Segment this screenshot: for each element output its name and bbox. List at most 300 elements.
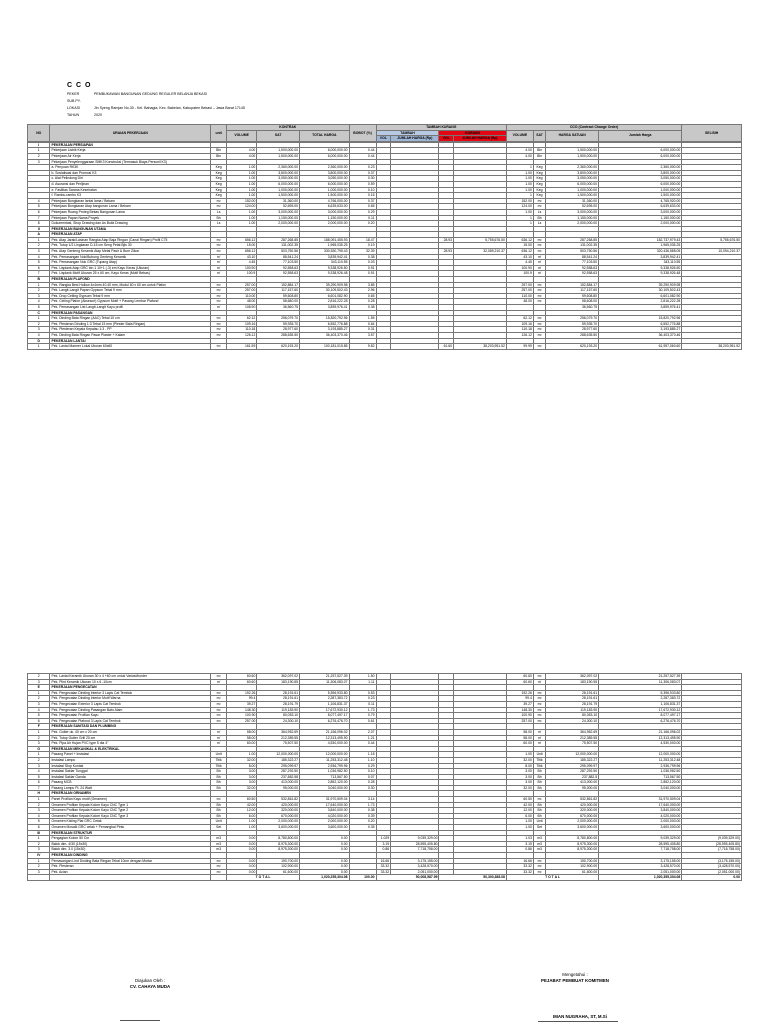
table-cell: 6.00 <box>227 813 257 819</box>
table-cell: 99.99 <box>506 344 533 350</box>
table-cell: 6,552,776.88 <box>300 321 350 327</box>
table-cell: m² <box>533 282 545 288</box>
table-cell: m² <box>211 701 227 707</box>
table-cell: m' <box>533 735 545 741</box>
table-cell: 1.00 <box>226 181 256 187</box>
table-cell: 24,300.10 <box>546 718 599 724</box>
table-cell: Bh <box>533 215 545 221</box>
table-cell: 12,000,000.00 <box>300 752 349 758</box>
table-cell: 31,970,509.04 <box>300 797 349 803</box>
table-cell: 6,552,776.88 <box>599 321 682 327</box>
table-cell: 1.029 <box>376 836 391 842</box>
table-cell: m² <box>533 718 545 724</box>
table-cell: 95,000.00 <box>546 785 599 791</box>
table-cell: 110.00 <box>506 293 533 299</box>
table-cell: 3,800,000.00 <box>257 170 300 176</box>
table-cell: m² <box>533 327 545 333</box>
table-cell: 61,957,060.60 <box>599 344 682 350</box>
table-cell: 0.30 <box>349 176 376 182</box>
table-cell: 3.00 <box>506 774 533 780</box>
table-cell: 1.00 <box>506 819 533 825</box>
table-cell: 8,780,800.00 <box>546 836 599 842</box>
table-cell: 11,253,312.48 <box>599 757 682 763</box>
table-cell: 4.00 <box>226 148 256 154</box>
table-cell: 148.30 <box>506 707 533 713</box>
table-cell: 36,403,370.46 <box>599 332 682 338</box>
table-cell: 0.00 <box>227 864 257 870</box>
table-cell: m² <box>533 701 545 707</box>
table-cell: Pasang MCB <box>50 780 211 786</box>
table-cell: 0.29 <box>349 763 376 769</box>
table-cell: 28,191.61 <box>546 696 599 702</box>
table-cell: 6,000,000.00 <box>546 181 599 187</box>
table-cell: 2,852,120.00 <box>599 780 682 786</box>
table-cell: 75,507.50 <box>257 741 300 747</box>
table-cell: f. Rambu-rambu K3 <box>50 193 211 199</box>
table-cell: 0.31 <box>349 327 376 333</box>
table-cell: 212,389.55 <box>546 735 599 741</box>
table-cell: 126.12 <box>226 332 256 338</box>
table-cell: 1,965,035.25 <box>599 243 682 249</box>
table-cell: 1,150,000.00 <box>599 215 682 221</box>
table-cell: 100.90 <box>506 713 533 719</box>
table-cell: 152.00 <box>506 198 533 204</box>
table-cell: 6 <box>28 718 50 724</box>
table-cell: 0.23 <box>349 696 376 702</box>
table-cell: 413,000.00 <box>257 780 300 786</box>
table-cell: (9,039,329.00) <box>682 836 742 842</box>
table-cell: 3 <box>28 249 50 255</box>
table-cell: 8.00 <box>506 763 533 769</box>
table-cell: Keg <box>211 181 227 187</box>
header-key: PEKER <box>67 92 80 96</box>
table-cell: 32.00 <box>506 757 533 763</box>
table-cell: 636.12 <box>506 249 533 255</box>
table-cell: 1,106,831.37 <box>300 701 349 707</box>
table-cell: (28,595,405.80) <box>682 841 742 847</box>
table-cell: 3,859,976.41 <box>300 305 350 311</box>
header-key: TAHUN <box>67 113 80 117</box>
table-cell: 61,600.00 <box>257 869 300 875</box>
table-cell: 295,099.97 <box>546 763 599 769</box>
table-cell: 288,635.50 <box>546 332 599 338</box>
table-cell: m² <box>533 204 545 210</box>
table-cell: Titik <box>211 757 227 763</box>
table-cell: Bh <box>211 808 227 814</box>
kontrak-total: 1,020,255,304.08 <box>300 875 349 881</box>
table-cell: 60.60 <box>227 674 257 680</box>
table-cell: 670,000.00 <box>257 813 300 819</box>
table-cell: 3,839,942.41 <box>599 254 682 260</box>
table-cell: 287,268.85 <box>546 237 599 243</box>
table-cell <box>391 344 439 350</box>
table-cell: 92,558.63 <box>546 271 599 277</box>
table-cell: 2,287,383.72 <box>599 696 682 702</box>
table-cell: Unit <box>533 819 545 825</box>
table-cell: m' <box>211 679 227 685</box>
table-cell: 1,106,831.37 <box>599 701 682 707</box>
table-cell: 1,150,000.00 <box>546 215 599 221</box>
table-cell: 420,000.00 <box>546 802 599 808</box>
table-cell: 3,193,885.27 <box>300 327 350 333</box>
table-cell: 148.30 <box>227 707 257 713</box>
table-cell: 0.03 <box>349 260 376 266</box>
table-cell: 3,600,000.00 <box>300 825 349 831</box>
header-row <box>67 91 245 98</box>
col-cco-jumlah: Jumlah Harga <box>599 130 682 141</box>
table-cell: Pek. Dinding Bata Ringan Pasar Plaster + Kalam <box>50 332 211 338</box>
table-cell: 99.4 <box>506 696 533 702</box>
table-cell: 100,181,015.85 <box>300 344 350 350</box>
table-cell: PEKERJAAN MEKANIKAL & ELEKTRIKAL <box>50 746 211 752</box>
table-cell: m² <box>211 316 227 322</box>
table-cell: 670,000.00 <box>546 813 599 819</box>
table-cell: 39.27 <box>506 701 533 707</box>
table-cell: 39,290,909.98 <box>599 282 682 288</box>
table-cell: m3 <box>211 836 227 842</box>
table-cell: 3,800,000.00 <box>300 170 350 176</box>
table-cell: 77,103.50 <box>257 260 300 266</box>
table-cell: Ornamen Mosaik GRC cetak + Pemangkal Pintu <box>50 825 211 831</box>
table-cell: 532,861.82 <box>546 797 599 803</box>
table-cell: 320,436,588.05 <box>599 249 682 255</box>
table-cell: 6.00 <box>506 813 533 819</box>
table-cell: 100.90 <box>227 713 257 719</box>
table-cell: 212,389.55 <box>257 735 300 741</box>
table-cell: m' <box>533 741 545 747</box>
table-cell: 0.38 <box>349 305 376 311</box>
table-cell: 3,193,885.27 <box>599 327 682 333</box>
table-cell: m3 <box>211 847 227 853</box>
table-cell: 119,183.90 <box>546 707 599 713</box>
table-cell: E <box>28 685 50 691</box>
table-cell: 75,507.50 <box>546 741 599 747</box>
table-cell: 6,000,000.00 <box>599 153 682 159</box>
table-cell: 3,600,000.00 <box>546 825 599 831</box>
table-cell: 9,338,926.48 <box>599 271 682 277</box>
table-cell: 31,970,509.04 <box>599 797 682 803</box>
table-cell: Pekerjaan Penyelenggaraan SMK3 Konstruksi (Termasuk Biaya Personil K3) <box>50 159 211 165</box>
table-cell: Bh <box>211 780 227 786</box>
table-cell: 2,000,000.00 <box>599 221 682 227</box>
table-cell: 58.00 <box>506 729 533 735</box>
table-cell: 3 <box>28 763 50 769</box>
table-cell: 2,816,222.28 <box>300 299 350 305</box>
table-cell: Bh <box>211 802 227 808</box>
table-cell: 62.12 <box>506 316 533 322</box>
table-cell: Bh <box>211 813 227 819</box>
table-cell: Pek. Atap Jarak/Lasinan Rangka Atap Baja Ringan (Canal Ringan) Profil C75 <box>50 237 211 243</box>
table-cell: b. Sosialisasi dan Promosi K3 <box>50 170 211 176</box>
table-cell: 59,608.80 <box>257 293 300 299</box>
col-cco-sat: SAT <box>533 130 545 141</box>
table-cell: 152,884.17 <box>546 282 599 288</box>
table-cell: m² <box>211 282 227 288</box>
table-cell: 3,175,155.00 <box>391 858 439 864</box>
table-cell: 60.60 <box>506 674 533 680</box>
cco-total: 1,020,355,304.08 <box>599 875 682 881</box>
table-cell: m² <box>533 713 545 719</box>
table-cell: 3.14 <box>349 797 376 803</box>
table-cell: Ornamen Profilan Kepala Kolom Kayu CNC Type 2 <box>50 808 211 814</box>
table-cell: 3,050,000.00 <box>257 176 300 182</box>
table-cell: 2,852,120.00 <box>300 780 349 786</box>
table-cell: 59,935.70 <box>546 321 599 327</box>
table-cell: 1.00 <box>226 176 256 182</box>
table-cell: 8,975,300.00 <box>546 847 599 853</box>
table-cell: 12.00 <box>506 808 533 814</box>
table-cell: 2,000,000.00 <box>599 819 682 825</box>
right-signatory <box>505 1014 655 1020</box>
selisih-total: 0.00 <box>682 875 742 881</box>
table-cell: 0.65 <box>349 204 376 210</box>
table-cell: m' <box>211 741 227 747</box>
table-cell: m² <box>533 864 545 870</box>
table-cell: 0.28 <box>349 299 376 305</box>
table-cell: m² <box>211 858 227 864</box>
table-cell: 1,500,000.00 <box>257 153 300 159</box>
table-cell: 1,000,000.00 <box>546 187 599 193</box>
col-kurang-vol: VOL <box>439 136 454 142</box>
table-cell: 420,000.00 <box>257 802 300 808</box>
table-cell: 8,077,497.17 <box>300 713 349 719</box>
table-cell: Unit <box>211 819 227 825</box>
table-cell: 102,900.00 <box>257 864 300 870</box>
table-cell: 6,000,000.00 <box>300 153 350 159</box>
table-cell: 192.26 <box>227 690 257 696</box>
table-cell: Instalasi Stop Kontak <box>50 763 211 769</box>
table-cell: Ornamen Profilan Kepala Kolom Kayu CNC Type 3 <box>50 813 211 819</box>
table-cell: 1,500,000.00 <box>257 193 300 199</box>
table-cell: 124.00 <box>226 204 256 210</box>
table-cell: 190,700.00 <box>257 858 300 864</box>
table-cell: 36,403,370.46 <box>300 332 350 338</box>
table-cell: 100.9 <box>226 271 256 277</box>
table-cell: G <box>28 746 50 752</box>
table-cell: 4,766,000.00 <box>300 198 350 204</box>
left-caption: Diajukan Oleh : <box>134 978 166 983</box>
table-cell: Bh <box>533 769 545 775</box>
table-cell: 11,306,083.07 <box>599 679 682 685</box>
col-kontrak: KONTRAK <box>226 125 349 131</box>
table-cell: 2,936,799.96 <box>599 763 682 769</box>
table-cell: 1,965,035.25 <box>300 243 350 249</box>
table-cell: 3,040,000.00 <box>599 785 682 791</box>
signature-line-right <box>538 1021 618 1022</box>
table-cell: Keg <box>533 187 545 193</box>
table-cell: 1 <box>506 215 533 221</box>
table-cell: 110.18 <box>506 327 533 333</box>
table-cell: Bh <box>533 785 545 791</box>
table-cell: 8,975,300.00 <box>546 841 599 847</box>
tambah-total: 50,008,587.99 <box>376 875 439 881</box>
table-cell: (3,428,570.00) <box>682 864 742 870</box>
table-cell: Bh <box>211 215 227 221</box>
table-cell: 39,290,909.98 <box>300 282 350 288</box>
table-cell: 1,036,982.50 <box>300 769 349 775</box>
table-cell: 185,322.27 <box>546 757 599 763</box>
table-cell: m² <box>211 249 227 255</box>
table-cell: m² <box>533 288 545 294</box>
table-cell: Keg <box>211 170 227 176</box>
table-cell: Set <box>211 825 227 831</box>
table-cell: 6,000,000.00 <box>599 181 682 187</box>
table-cell: 4.00 <box>506 153 533 159</box>
table-cell: 5,396,933.80 <box>300 690 349 696</box>
table-cell: Pek. Tutup 1/2 Lingkaran D-15 cm Seng Pelat Bjls 30 <box>50 243 211 249</box>
table-cell: m² <box>533 198 545 204</box>
table-cell: 18.47 <box>349 237 376 243</box>
table-cell: 4.00 <box>506 148 533 154</box>
table-cell: 4 <box>28 769 50 775</box>
col-bobot: BOBOT (%) <box>349 125 376 142</box>
table-cell: Unit <box>533 752 545 758</box>
table-cell: 12,313,495.90 <box>599 735 682 741</box>
col-uraian: URAIAN PEKERJAAN <box>50 125 211 142</box>
table-cell: 4,020,000.00 <box>599 813 682 819</box>
table-cell: m² <box>533 243 545 249</box>
table-cell: 12,313,495.90 <box>300 735 349 741</box>
table-cell: 8,975,300.00 <box>257 847 300 853</box>
table-cell: 28,191.79 <box>257 701 300 707</box>
table-cell: 38,203,951.52 <box>454 344 507 350</box>
table-cell: 3 <box>28 293 50 299</box>
table-cell: PEKERJAAN DINDING <box>50 853 211 859</box>
table-cell: 3,840,000.00 <box>599 808 682 814</box>
table-cell: 185,322.27 <box>257 757 300 763</box>
table-cell: 6,601,082.90 <box>599 293 682 299</box>
table-cell: 1.03 <box>506 836 533 842</box>
table-cell: 237,882.5 <box>546 774 599 780</box>
table-cell: 33.32 <box>376 864 391 870</box>
table-cell: 1.00 <box>226 165 256 171</box>
table-cell: 58,608.00 <box>546 299 599 305</box>
table-cell: m² <box>533 293 545 299</box>
table-cell: 503,750.56 <box>257 249 300 255</box>
table-cell: 713,567.50 <box>599 774 682 780</box>
table-cell: 3,000,000.00 <box>300 209 350 215</box>
table-cell: 1.00 <box>226 170 256 176</box>
table-cell: 4,765,920.00 <box>599 198 682 204</box>
table-cell: 28,191.61 <box>257 690 300 696</box>
table-cell: 656.12 <box>226 249 256 255</box>
table-cell: 28,595,405.80 <box>391 841 439 847</box>
table-cell: m' <box>533 679 545 685</box>
table-cell: 61,600.00 <box>546 869 599 875</box>
table-cell: m² <box>211 237 227 243</box>
table-cell: 61.60 <box>439 344 454 350</box>
table-cell: 1.00 <box>506 209 533 215</box>
table-cell: Bh <box>211 769 227 775</box>
table-cell: 117,157.60 <box>257 288 300 294</box>
table-cell: 95,000.00 <box>257 785 300 791</box>
table-cell: 0.37 <box>349 198 376 204</box>
table-cell: 4,530,000.00 <box>599 741 682 747</box>
table-cell: 1,000,000.00 <box>257 187 300 193</box>
table-cell: Ornamen Profilan Kepala Kolom Kayu CNC Type 1 <box>50 802 211 808</box>
table-cell: Pek. Pemasangan List Langit-Langit Kayu profil <box>50 305 211 311</box>
table-cell: 0.00 <box>300 858 349 864</box>
table-cell: d. Asuransi dan Perijinan <box>50 181 211 187</box>
table-cell: m² <box>533 690 545 696</box>
table-cell: 0.28 <box>349 780 376 786</box>
table-cell: PEKERJAAN STRUKTUR <box>50 830 211 836</box>
table-cell: Titik <box>533 757 545 763</box>
table-cell: 364,952.69 <box>546 729 599 735</box>
table-cell: 3 <box>28 159 50 165</box>
table-cell: Pek. Pengecatan Dinding Interior Motif Warna <box>50 696 211 702</box>
table-cell: 9,338,926.50 <box>599 265 682 271</box>
table-cell: 5 <box>28 713 50 719</box>
table-cell: 36,560.75 <box>546 305 599 311</box>
table-cell: m² <box>211 864 227 870</box>
table-cell: 183,190.55 <box>257 679 300 685</box>
table-cell: 58.00 <box>506 735 533 741</box>
table-cell: 713,567.50 <box>300 774 349 780</box>
table-cell: 109.16 <box>226 321 256 327</box>
table-cell: 2 <box>28 243 50 249</box>
table-cell: m' <box>211 265 227 271</box>
table-cell: Pek. Pipa Air Hujan PVC type 5 dia 4" <box>50 741 211 747</box>
table-cell: 1.00 <box>506 170 533 176</box>
table-cell: 9.82 <box>349 344 376 350</box>
table-cell: 0.38 <box>349 254 376 260</box>
table-cell: Titik <box>211 763 227 769</box>
col-selisih: SELISIH <box>682 125 742 142</box>
table-cell: Keg <box>533 176 545 182</box>
header-key: LOKASI <box>67 106 80 110</box>
table-cell: 1.73 <box>349 802 376 808</box>
table-cell: 119,183.90 <box>257 707 300 713</box>
table-cell: III <box>28 830 50 836</box>
table-cell: 1 <box>28 282 50 288</box>
table-cell: 92,558.63 <box>546 265 599 271</box>
table-cell: 343,110.55 <box>599 260 682 266</box>
table-cell: m' <box>211 729 227 735</box>
header-key: SUB PY. <box>67 99 81 103</box>
table-cell: a. Penyuan RK3K <box>50 165 211 171</box>
table-cell: m² <box>533 321 545 327</box>
table-cell: Pasang Panel + Instalasi <box>50 752 211 758</box>
table-cell: m' <box>211 735 227 741</box>
table-cell: 0.19 <box>349 243 376 249</box>
table-cell: 28,595,405.80 <box>599 841 682 847</box>
table-cell: Pekerjaan Ruang Proteg Bekas Bangunan Lama <box>50 209 211 215</box>
table-cell: 60.00 <box>506 741 533 747</box>
table-cell: 343,110.55 <box>300 260 350 266</box>
table-cell: PEKERJAAN PERSIAPAN <box>50 142 211 148</box>
table-cell: 295,099.97 <box>257 763 300 769</box>
table-cell: Keg <box>533 165 545 171</box>
signature-right <box>500 972 650 984</box>
table-cell: 28,191.61 <box>546 690 599 696</box>
table-cell: 12,000,000.00 <box>546 752 599 758</box>
table-cell: 15,820,792.96 <box>599 316 682 322</box>
table-row <box>28 344 742 350</box>
header-row <box>67 98 245 105</box>
table-cell: 532,861.82 <box>257 797 300 803</box>
table-cell: 1 <box>28 858 50 864</box>
table-cell: F <box>28 724 50 730</box>
table-cell: Keg <box>211 193 227 199</box>
table-cell: 108.90 <box>226 305 256 311</box>
table-cell: 43.10 <box>506 254 533 260</box>
table-cell: m² <box>533 316 545 322</box>
table-cell: Pek. Pemasangan Nok GRC (Tupang Atap) <box>50 260 211 266</box>
table-cell: 0.00 <box>227 847 257 853</box>
table-cell: m² <box>533 696 545 702</box>
table-cell: 3,175,155.00 <box>599 858 682 864</box>
